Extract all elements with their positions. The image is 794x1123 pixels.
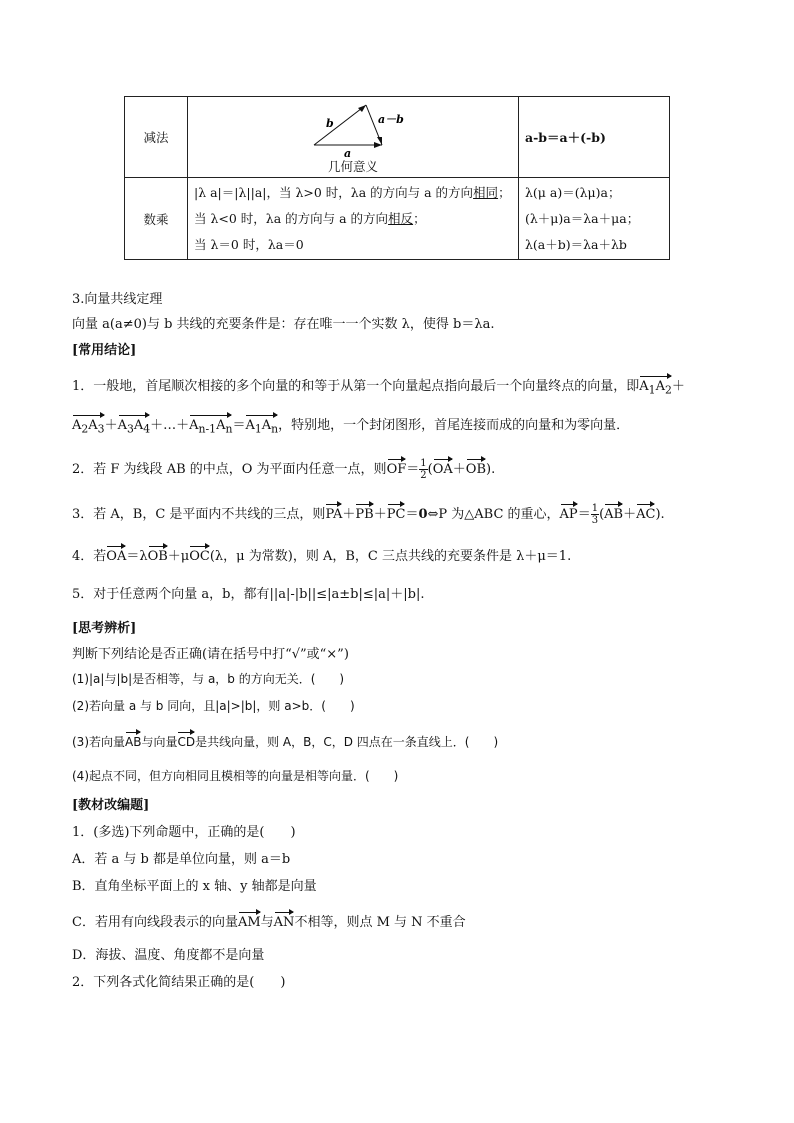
subtraction-diagram-cell bbox=[188, 97, 519, 178]
subtraction-label: 减法 bbox=[125, 97, 188, 178]
common-item-1-line2: $A_2A_3+A_3A_4+\dots+A_{n-1}A_n=A_1A_n$，特别地，一个封闭图形，首尾连接而成的向量和为零向量． bbox=[72, 418, 630, 436]
textbook-q2: 2．下列各式化简结果正确的是( ) bbox=[72, 975, 286, 990]
textbook-title: [教材改编题] bbox=[72, 798, 150, 813]
think-intro: 判断下列结论是否正确(请在括号中打“√”或“×”) bbox=[72, 647, 349, 662]
option-c: C．若用有向线段表示的向量AM与AN不相等，则点 M 与 N 不重合 bbox=[72, 915, 466, 930]
option-a: A．若 a 与 b 都是单位向量，则 a＝b bbox=[72, 852, 291, 867]
triangle-diagram bbox=[306, 99, 416, 159]
multiplication-definition: |λ a|＝|λ||a|，当 λ>0 时，λa 的方向与 a 的方向相同； 当 λ<0 时，λa 的方向与 a 的方向相反； 当 λ＝0 时，λa＝0 bbox=[188, 178, 519, 260]
think-q1: (1)|a|与|b|是否相等，与 a，b 的方向无关．( ) bbox=[72, 672, 345, 686]
common-item-3: 3．若 A，B，C 是平面内不共线的三点，则PA＋PB＋PC＝0⇔P 为△ABC 的重心，AP＝ $\frac{1}{3}$ (AB＋AC). bbox=[72, 503, 665, 526]
theorem-title: 3.向量共线定理 bbox=[72, 292, 163, 307]
option-b: B．直角坐标平面上的 x 轴、y 轴都是向量 bbox=[72, 879, 317, 894]
common-item-5: 5．对于任意两个向量 a，b，都有||a|-|b||≤|a±b|≤|a|＋|b|. bbox=[72, 587, 425, 602]
vector-operations-table bbox=[124, 96, 670, 260]
think-q2: (2)若向量 a 与 b 同向，且|a|>|b|，则 a>b．( ) bbox=[72, 699, 355, 713]
common-item-4: 4．若OA＝λOB＋μOC(λ，μ 为常数)，则 A，B，C 三点共线的充要条件是 λ＋μ＝1. bbox=[72, 549, 572, 564]
label-a: a bbox=[344, 147, 352, 159]
think-q4: (4)起点不同，但方向相同且模相等的向量是相等向量．( ) bbox=[72, 769, 399, 783]
think-title: [思考辨析] bbox=[72, 621, 137, 636]
multiplication-label: 数乘 bbox=[125, 178, 188, 260]
think-q3: (3)若向量AB与向量CD是共线向量，则 A，B，C，D 四点在一条直线上．( ) bbox=[72, 735, 499, 749]
option-d: D．海拔、温度、角度都不是向量 bbox=[72, 948, 265, 963]
label-b: b bbox=[326, 117, 334, 130]
multiplication-row bbox=[125, 178, 670, 260]
diagram-caption: 几何意义 bbox=[327, 159, 378, 174]
common-item-2: 2．若 F 为线段 AB 的中点，O 为平面内任意一点，则OF＝ $\frac{1}{2}$ (OA＋OB). bbox=[72, 458, 496, 481]
label-a-minus-b: a－b bbox=[378, 113, 404, 126]
multiplication-laws: λ(μ a)＝(λμ)a； (λ＋μ)a＝λa＋μa； λ(a＋b)＝λa＋λb bbox=[519, 178, 670, 260]
common-item-1-line1: 1．一般地，首尾顺次相接的多个向量的和等于从第一个向量起点指向最后一个向量终点的向量，即$A_1A_2+$ bbox=[72, 379, 685, 397]
common-title: [常用结论] bbox=[72, 343, 137, 358]
textbook-q1: 1．(多选)下列命题中，正确的是( ) bbox=[72, 825, 296, 840]
subtraction-rule: a-b＝a＋(-b) bbox=[519, 97, 670, 178]
subtraction-row bbox=[125, 97, 670, 178]
theorem-text: 向量 a(a≠0)与 b 共线的充要条件是：存在唯一一个实数 λ，使得 b＝λa. bbox=[72, 317, 495, 332]
